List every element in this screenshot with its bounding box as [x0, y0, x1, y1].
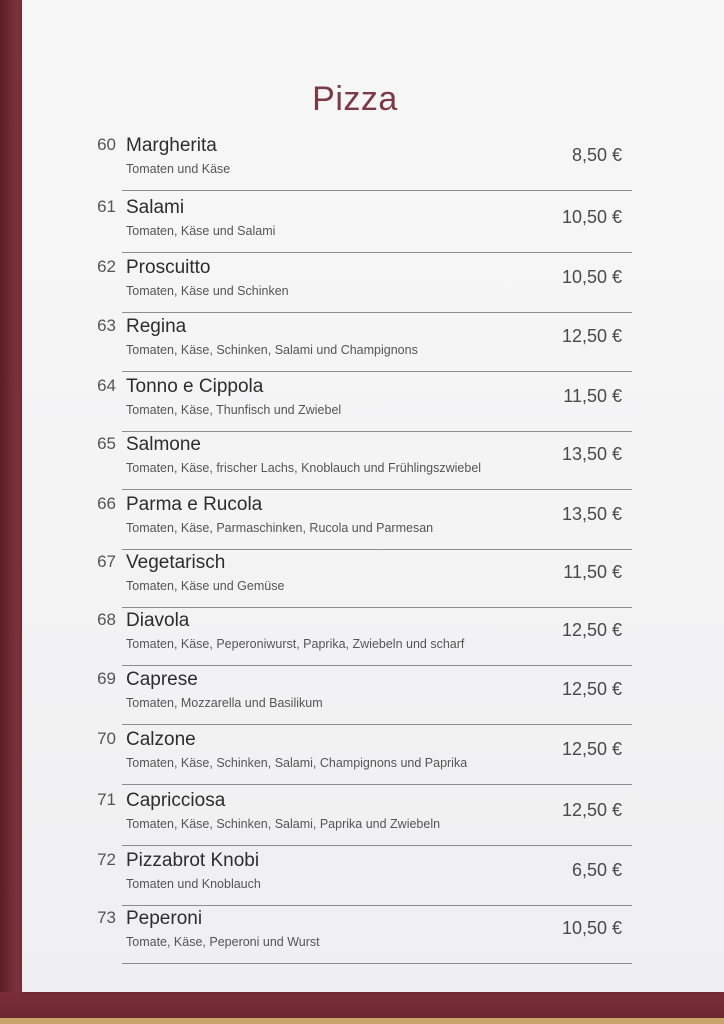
item-name: Regina [126, 316, 187, 337]
divider [122, 371, 632, 372]
item-price: 12,50 € [561, 800, 622, 820]
item-name: Tonno e Cippola [126, 376, 264, 397]
menu-item [82, 257, 638, 317]
item-name: Calzone [126, 729, 196, 750]
item-description: Tomaten, Käse, Schinken, Salami, Paprika und Zwiebeln [126, 817, 441, 831]
item-number: 72 [97, 850, 116, 869]
table-edge [0, 1018, 724, 1024]
item-name: Diavola [126, 610, 190, 631]
item-name: Peperoni [126, 908, 203, 929]
item-description: Tomaten, Käse, Parmaschinken, Rucola und Parmesan [126, 521, 434, 535]
item-description: Tomaten, Käse und Gemüse [126, 579, 285, 593]
divider [122, 252, 632, 253]
menu-cover-bottom-edge [0, 992, 724, 1024]
item-name: Vegetarisch [126, 552, 226, 573]
item-number: 64 [97, 376, 116, 395]
menu-item [82, 316, 638, 376]
item-price: 6,50 € [571, 860, 622, 880]
item-price: 12,50 € [561, 679, 622, 699]
item-number: 60 [97, 135, 116, 154]
divider [122, 724, 632, 725]
item-name: Pizzabrot Knobi [126, 850, 260, 871]
item-name: Proscuitto [126, 257, 211, 278]
divider [122, 312, 632, 313]
item-price: 12,50 € [561, 620, 622, 640]
item-description: Tomaten, Käse, Schinken, Salami und Champignons [126, 343, 418, 357]
item-name: Capricciosa [126, 790, 226, 811]
item-description: Tomaten und Käse [126, 162, 231, 176]
item-number: 71 [97, 790, 116, 809]
menu-item [82, 135, 638, 195]
item-number: 63 [97, 316, 116, 335]
item-number: 66 [97, 494, 116, 513]
menu-item [82, 197, 638, 257]
item-number: 69 [97, 669, 116, 688]
item-price: 10,50 € [561, 207, 622, 227]
menu-item [82, 434, 638, 494]
divider [122, 607, 632, 608]
item-description: Tomate, Käse, Peperoni und Wurst [126, 935, 320, 949]
item-number: 70 [97, 729, 116, 748]
divider [122, 549, 632, 550]
item-price: 11,50 € [563, 562, 622, 582]
menu-item [82, 908, 638, 968]
item-price: 10,50 € [561, 267, 622, 287]
item-number: 73 [97, 908, 116, 927]
divider [122, 489, 632, 490]
menu-cover-left-edge [0, 0, 22, 1024]
item-number: 67 [97, 552, 116, 571]
item-description: Tomaten, Mozzarella und Basilikum [126, 696, 323, 710]
item-description: Tomaten und Knoblauch [126, 877, 261, 891]
menu-item [82, 494, 638, 554]
divider [122, 845, 632, 846]
item-number: 68 [97, 610, 116, 629]
menu-item [82, 610, 638, 670]
divider [122, 431, 632, 432]
item-description: Tomaten, Käse und Schinken [126, 284, 289, 298]
item-name: Caprese [126, 669, 198, 690]
divider [122, 784, 632, 785]
item-price: 12,50 € [561, 739, 622, 759]
item-price: 11,50 € [563, 386, 622, 406]
menu-item [82, 669, 638, 729]
menu-item [82, 790, 638, 850]
menu-item [82, 850, 638, 910]
item-name: Salami [126, 197, 185, 218]
divider [122, 190, 632, 191]
item-price: 13,50 € [561, 504, 622, 524]
item-name: Margherita [126, 135, 217, 156]
item-number: 62 [97, 257, 116, 276]
item-name: Parma e Rucola [126, 494, 263, 515]
item-description: Tomaten, Käse, Peperoniwurst, Paprika, Zwiebeln und scharf [126, 637, 465, 651]
menu-item [82, 552, 638, 612]
item-description: Tomaten, Käse und Salami [126, 224, 276, 238]
item-name: Salmone [126, 434, 201, 455]
divider [122, 963, 632, 964]
page-title: Pizza [312, 80, 398, 118]
item-price: 12,50 € [561, 326, 622, 346]
menu-item [82, 376, 638, 436]
item-description: Tomaten, Käse, Schinken, Salami, Champignons und Paprika [126, 756, 468, 770]
menu-item [82, 729, 638, 789]
item-price: 13,50 € [561, 444, 622, 464]
item-number: 65 [97, 434, 116, 453]
item-description: Tomaten, Käse, Thunfisch und Zwiebel [126, 403, 342, 417]
divider [122, 905, 632, 906]
divider [122, 665, 632, 666]
item-price: 8,50 € [571, 145, 622, 165]
item-price: 10,50 € [561, 918, 622, 938]
item-number: 61 [97, 197, 116, 216]
item-description: Tomaten, Käse, frischer Lachs, Knoblauch und Frühlingszwiebel [126, 461, 482, 475]
